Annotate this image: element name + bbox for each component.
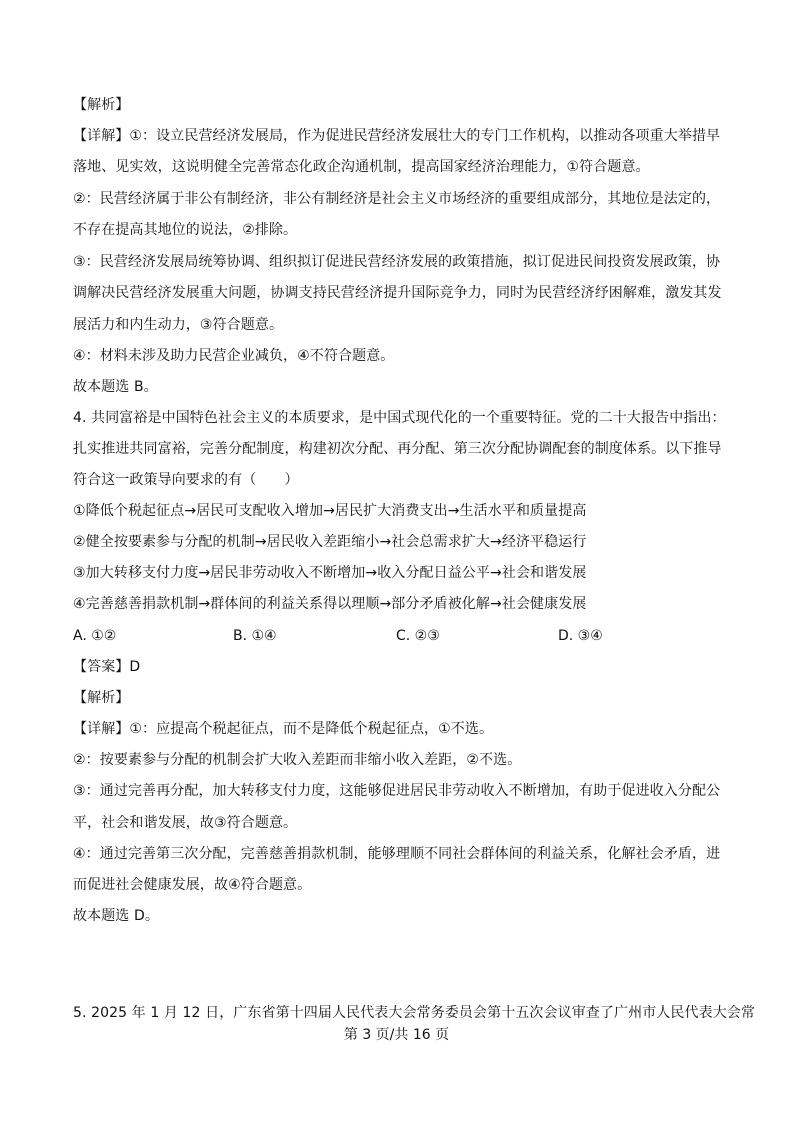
question-stem: 5. 2025 年 1 月 12 日，广东省第十四届人民代表大会常务委员会第十五次会议审查了广州市人民代表大会常	[73, 1005, 756, 1021]
question-stem: 扎实推进共同富裕，完善分配制度，构建初次分配、再分配、第三次分配协调配套的制度体系。以下推导	[73, 441, 722, 457]
detail-line: ③：民营经济发展局统筹协调、组织拟订促进民营经济发展的政策措施，拟订促进民间投资发展政策，协	[73, 254, 721, 270]
conclusion-line: 故本题选 D。	[73, 908, 159, 924]
answer-options	[73, 627, 733, 645]
detail-line: 不存在提高其地位的说法，②排除。	[73, 222, 298, 238]
answer-line: 【答案】D	[73, 659, 141, 675]
option-c: C. ②③	[396, 628, 440, 644]
detail-line: ③：通过完善再分配，加大转移支付力度，这能够促进居民非劳动收入不断增加，有助于促进收入分配公	[73, 783, 721, 799]
detail-line: 【详解】①：设立民营经济发展局，作为促进民营经济发展壮大的专门工作机构，以推动各项重大举措早	[73, 128, 721, 144]
statement-item: ②健全按要素参与分配的机制→居民收入差距缩小→社会总需求扩大→经济平稳运行	[73, 534, 587, 550]
detail-line: 展活力和内生动力，③符合题意。	[73, 317, 284, 333]
detail-line: 而促进社会健康发展，故④符合题意。	[73, 877, 312, 893]
analysis-heading: 【解析】	[73, 690, 130, 706]
statement-item: ④完善慈善捐款机制→群体间的利益关系得以理顺→部分矛盾被化解→社会健康发展	[73, 596, 587, 612]
option-d: D. ③④	[558, 628, 603, 644]
analysis-heading: 【解析】	[73, 97, 130, 113]
question-stem: 符合这一政策导向要求的有（ ）	[73, 472, 299, 488]
question-stem: 4. 共同富裕是中国特色社会主义的本质要求，是中国式现代化的一个重要特征。党的二十大报告中指出：	[73, 410, 726, 426]
statement-item: ③加大转移支付力度→居民非劳动收入不断增加→收入分配日益公平→社会和谐发展	[73, 565, 587, 581]
detail-line: 平，社会和谐发展，故③符合题意。	[73, 815, 298, 831]
detail-line: 调解决民营经济发展重大问题，协调支持民营经济提升国际竞争力，同时为民营经济纾困解难，激发其发	[73, 285, 722, 301]
option-a: A. ①②	[73, 628, 117, 644]
detail-line: 【详解】①：应提高个税起征点，而不是降低个税起征点，①不选。	[73, 721, 494, 737]
detail-line: ②：民营经济属于非公有制经济，非公有制经济是社会主义市场经济的重要组成部分，其地位是法定的，	[73, 191, 721, 207]
detail-line: ④：材料未涉及助力民营企业减负，④不符合题意。	[73, 348, 395, 364]
page-number: 第 3 页/共 16 页	[343, 1027, 450, 1043]
option-b: B. ①④	[233, 628, 277, 644]
conclusion-line: 故本题选 B。	[73, 379, 158, 395]
statement-item: ①降低个税起征点→居民可支配收入增加→居民扩大消费支出→生活水平和质量提高	[73, 503, 587, 519]
detail-line: 落地、见实效，这说明健全完善常态化政企沟通机制，提高国家经济治理能力，①符合题意。	[73, 159, 650, 175]
detail-line: ②：按要素参与分配的机制会扩大收入差距而非缩小收入差距，②不选。	[73, 752, 522, 768]
detail-line: ④：通过完善第三次分配，完善慈善捐款机制，能够理顺不同社会群体间的利益关系，化解社会矛盾，进	[73, 846, 721, 862]
